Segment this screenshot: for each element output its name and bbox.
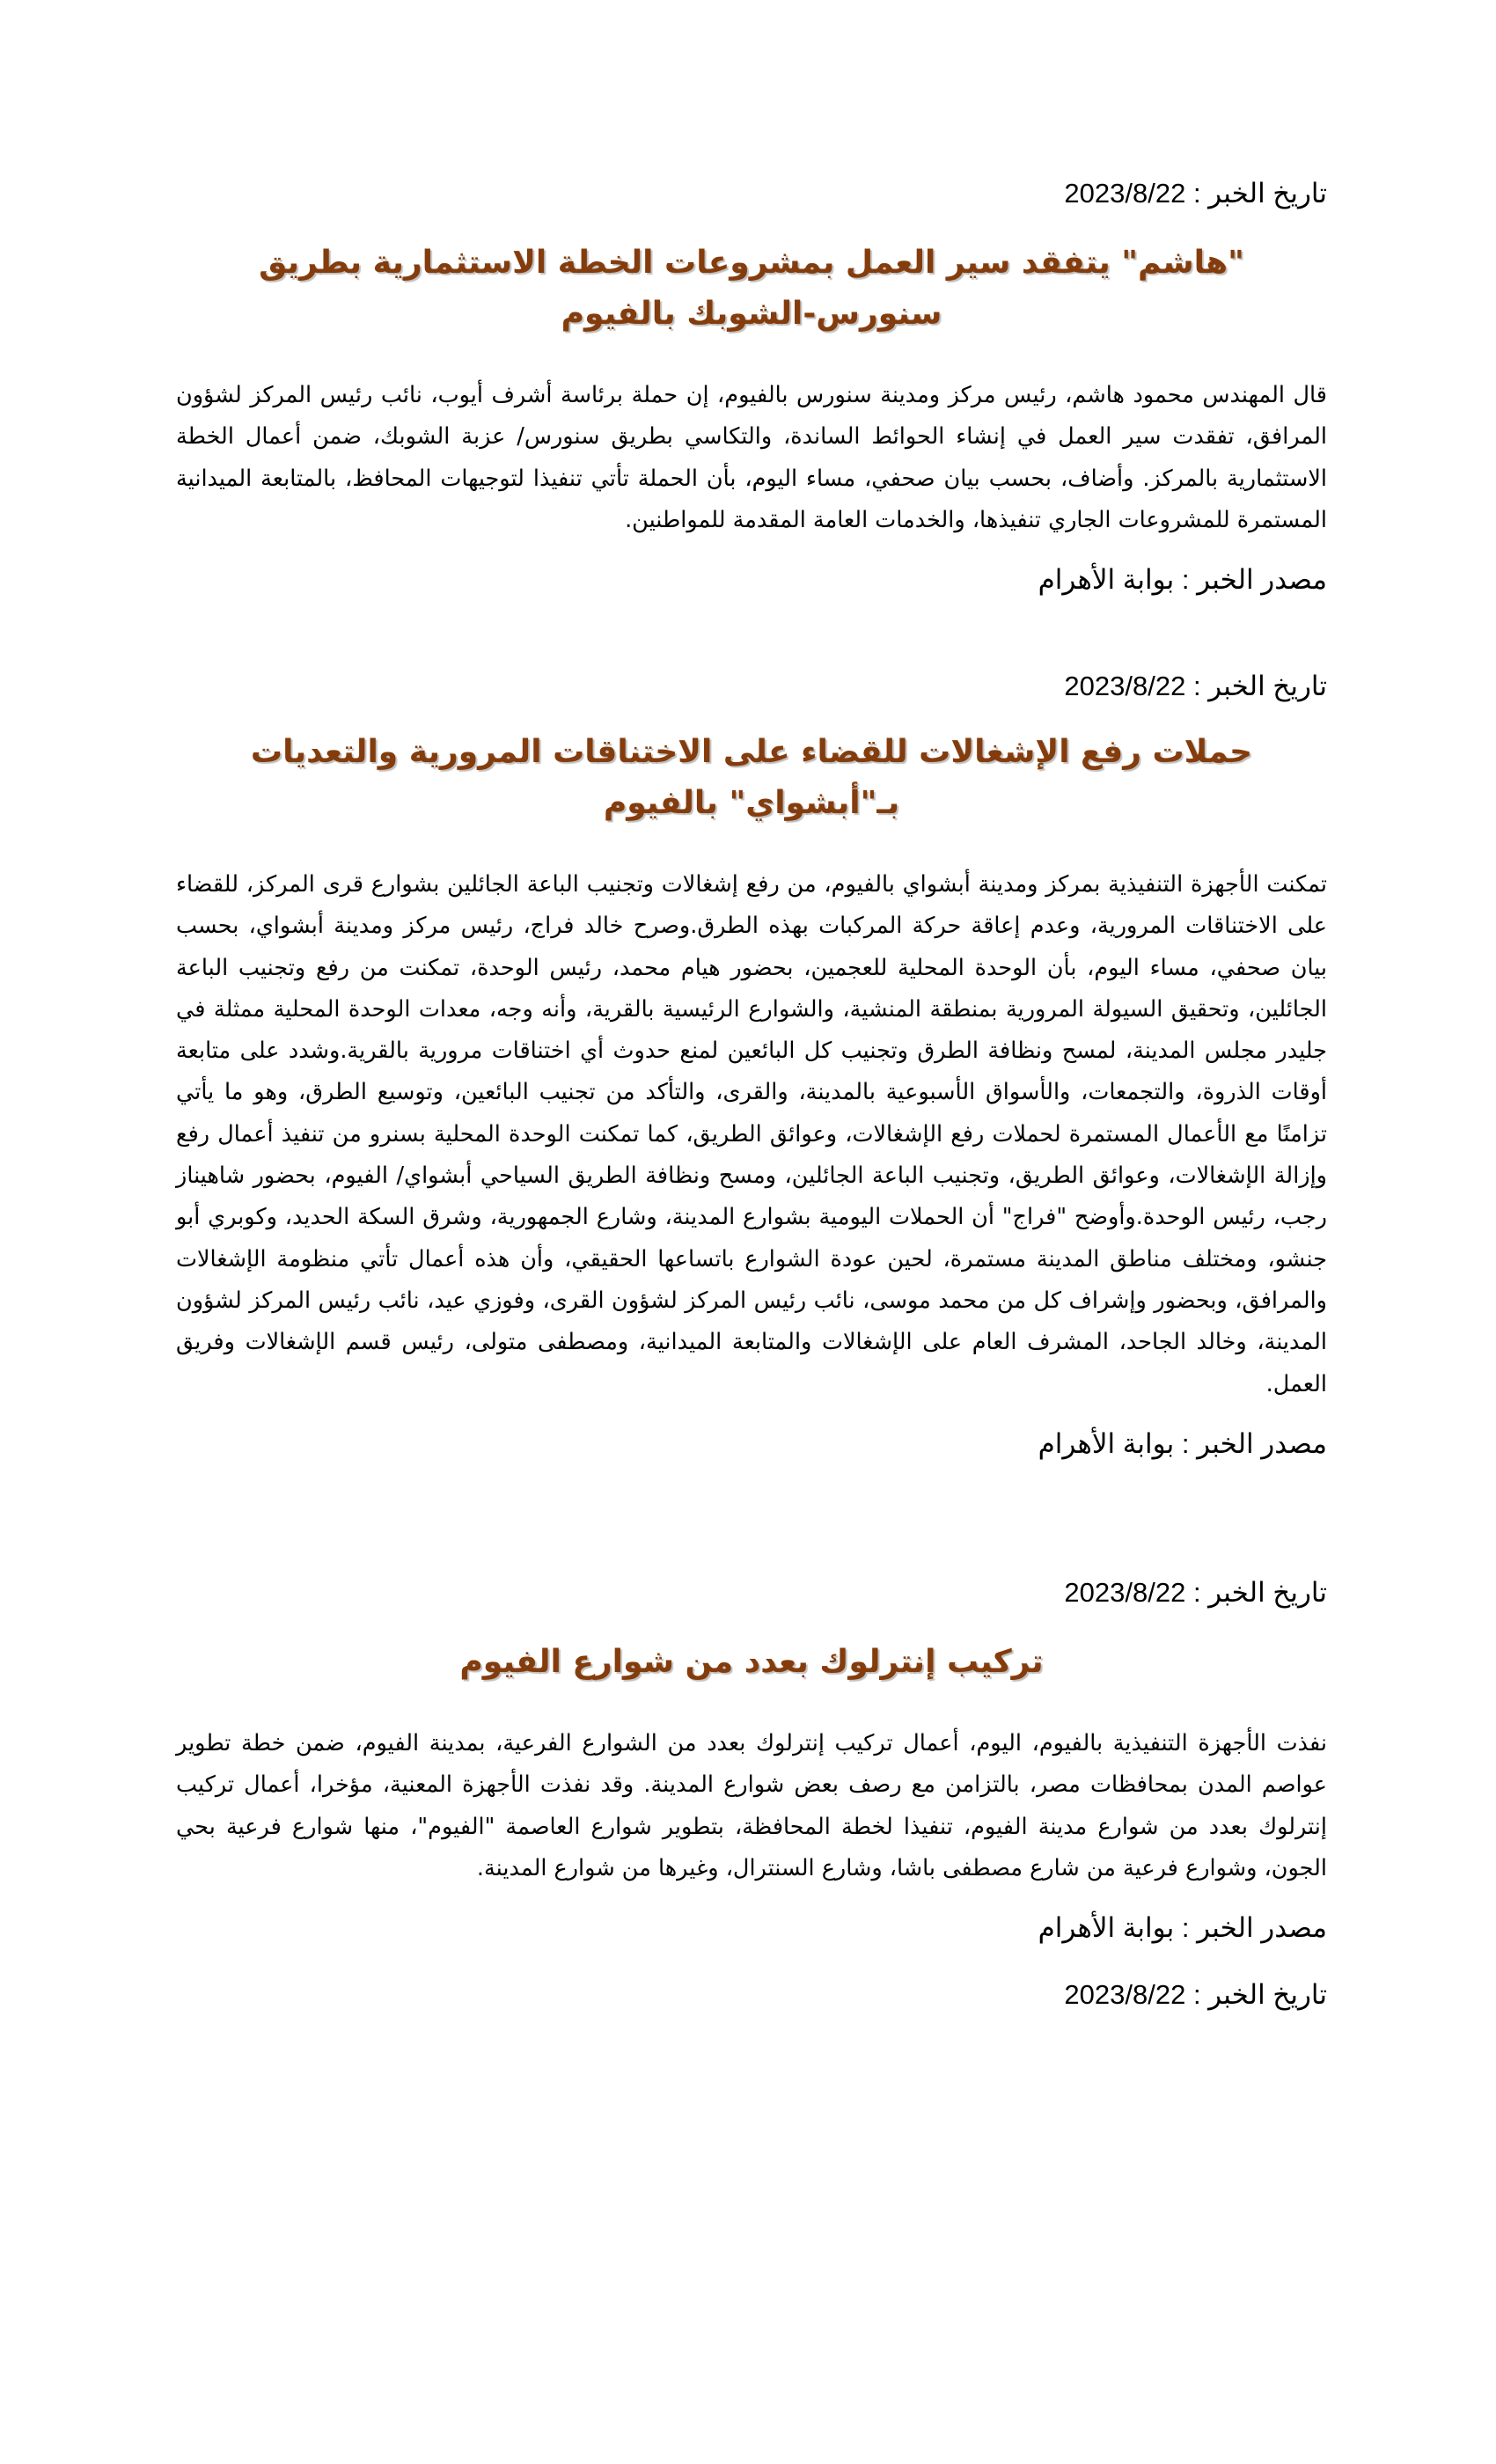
article-date: تاريخ الخبر : 2023/8/22: [1064, 671, 1327, 701]
article-date: تاريخ الخبر : 2023/8/22: [1064, 178, 1327, 209]
article-title: حملات رفع الإشغالات للقضاء على الاختناقات المرورية والتعديات بـ"أبشواي" بالفيوم: [250, 734, 1253, 821]
article-2: [176, 669, 1327, 1462]
article-body: نفذت الأجهزة التنفيذية بالفيوم، اليوم، أعمال تركيب إنترلوك بعدد من الشوارع الفرعية، بمدينة الفيوم، ضمن خطة تطوير عواصم المدن بمحافظات مصر، بالتزامن مع رصف بعض شوارع المدينة. وقد نفذت الأجهزة المعنية، مؤخرا، أعمال تركيب إنترلوك بعدد من شوارع مدينة الفيوم، تنفيذا لخطة المحافظة، بتطوير شوارع العاصمة "الفيوم"، منها شوارع فرعية بحي الجون، وشوارع فرعية من شارع مصطفى باشا، وشارع السنترال، وغيرها من شوارع المدينة.: [176, 1730, 1327, 1881]
article-title: تركيب إنترلوك بعدد من شوارع الفيوم: [459, 1644, 1044, 1680]
article-body: قال المهندس محمود هاشم، رئيس مركز ومدينة سنورس بالفيوم، إن حملة برئاسة أشرف أيوب، نائب رئيس المركز لشؤون المرافق، تفقدت سير العمل في إنشاء الحوائط الساندة، والتكاسي بطريق سنورس/ عزبة الشوبك، ضمن أعمال الخطة الاستثمارية بالمركز. وأضاف، بحسب بيان صحفي، مساء اليوم، بأن الحملة تأتي تنفيذا لتوجيهات المحافظ، بالمتابعة الميدانية المستمرة للمشروعات الجاري تنفيذها، والخدمات العامة المقدمة للمواطنين.: [176, 382, 1327, 533]
article-1: [176, 176, 1327, 598]
article-source: مصدر الخبر : بوابة الأهرام: [1038, 564, 1327, 596]
article-date: تاريخ الخبر : 2023/8/22: [1064, 1577, 1327, 1608]
article-source: مصدر الخبر : بوابة الأهرام: [1038, 1912, 1327, 1944]
article-source: مصدر الخبر : بوابة الأهرام: [1038, 1427, 1327, 1459]
trailing-article-date: تاريخ الخبر : 2023/8/22: [1064, 1979, 1327, 2011]
article-title: "هاشم" يتفقد سير العمل بمشروعات الخطة الاستثمارية بطريق سنورس-الشوبك بالفيوم: [259, 245, 1244, 332]
article-body: تمكنت الأجهزة التنفيذية بمركز ومدينة أبشواي بالفيوم، من رفع إشغالات وتجنيب الباعة الجائلين بشوارع قرى المركز، للقضاء على الاختناقات المرورية، وعدم إعاقة حركة المركبات بهذه الطرق.وصرح خالد فراج، رئيس مركز ومدينة أبشواي، بحسب بيان صحفي، مساء اليوم، بأن الوحدة المحلية للعجمين، بحضور هيام محمد، رئيس الوحدة، تمكنت من رفع وتجنيب الباعة الجائلين، وتحقيق السيولة المرورية بمنطقة المنشية، والشوارع الرئيسية بالقرية، وأنه وجه، معدات الوحدة المحلية ممثلة في جليدر مجلس المدينة، لمسح ونظافة الطرق وتجنيب كل البائعين لمنع حدوث أي اختناقات مرورية بالقرية.وشدد على متابعة أوقات الذروة، والتجمعات، والأسواق الأسبوعية بالمدينة، والقرى، والتأكد من تجنيب البائعين، وتوسيع الطرق، وهو ما يأتي تزامنًا مع الأعمال المستمرة لحملات رفع الإشغالات، وعوائق الطريق، كما تمكنت الوحدة المحلية بسنرو من تنفيذ أعمال رفع وإزالة الإشغالات، وعوائق الطريق، وتجنيب الباعة الجائلين، ومسح ونظافة الطريق السياحي أبشواي/ الفيوم، بحضور شاهيناز رجب، رئيس الوحدة.وأوضح "فراج" أن الحملات اليومية بشوارع المدينة، وشارع الجمهورية، وشرق السكة الحديد، وكوبري أبو جنشو، ومختلف مناطق المدينة مستمرة، لحين عودة الشوارع باتساعها الحقيقي، وأن هذه أعمال تأتي منظومة الإشغالات والمرافق، وبحضور وإشراف كل من محمد موسى، نائب رئيس المركز لشؤون القرى، وفوزي عيد، نائب رئيس المركز لشؤون المدينة، وخالد الجاحد، المشرف العام على الإشغالات والمتابعة الميدانية، ومصطفى متولى، رئيس قسم الإشغالات وفريق العمل.: [176, 871, 1327, 1397]
article-3: [176, 1575, 1327, 2013]
